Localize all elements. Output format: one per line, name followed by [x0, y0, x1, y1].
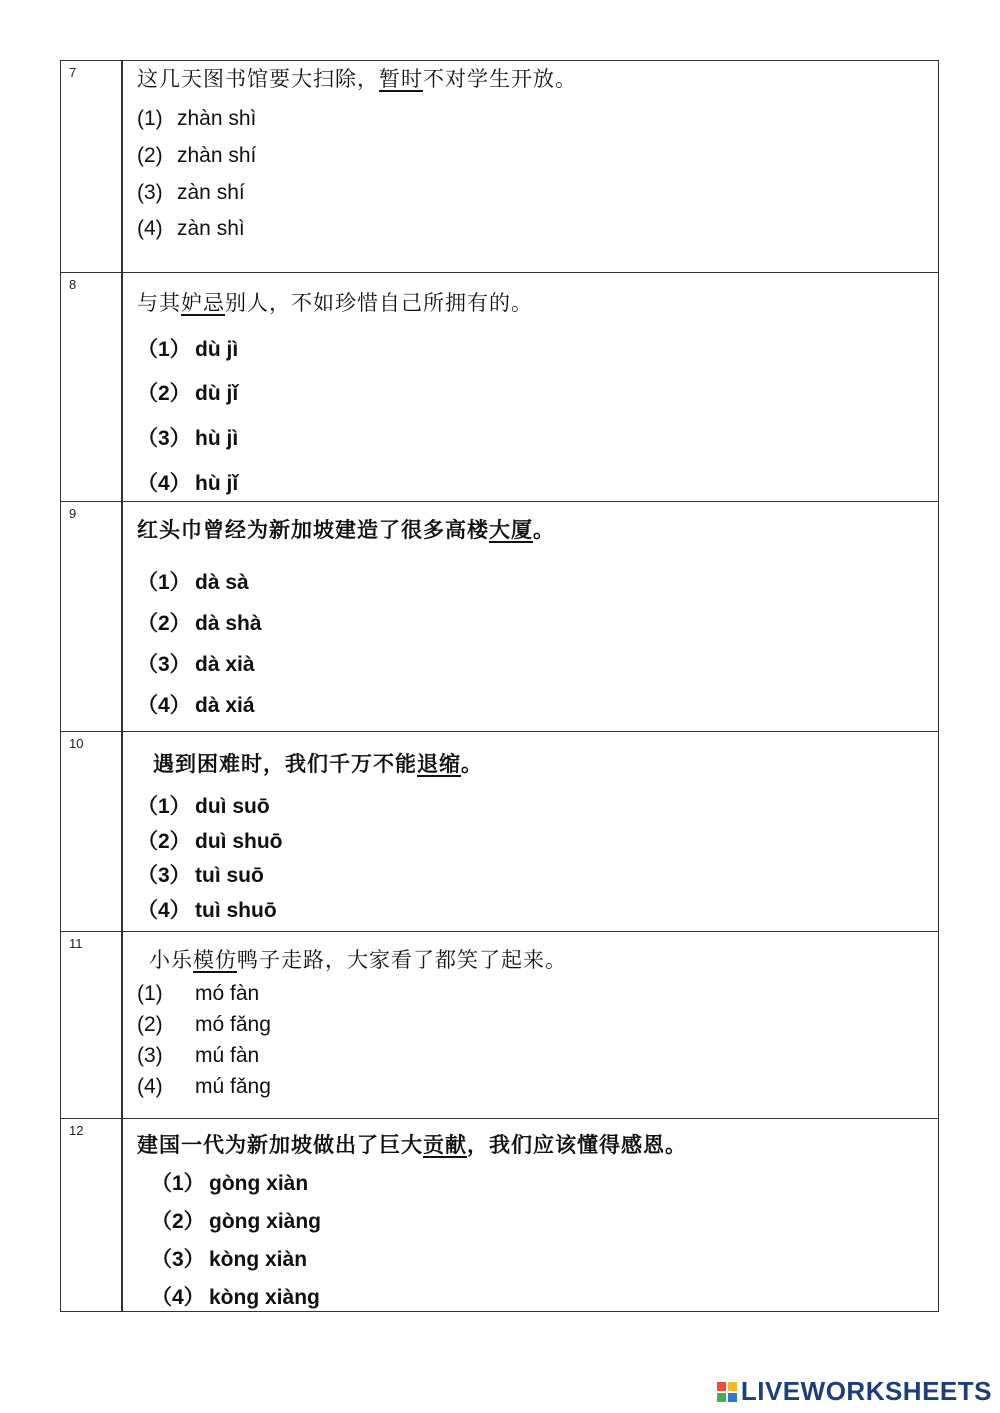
target-word: 大厦	[489, 518, 533, 542]
option-number: (2)	[137, 144, 163, 167]
option-text: dà sà	[195, 571, 249, 594]
sentence-before: 遇到困难时，我们千万不能	[153, 752, 417, 776]
option-number: （2）	[137, 382, 191, 405]
answer-option-4[interactable]	[137, 467, 238, 497]
answer-option-1[interactable]	[137, 566, 249, 596]
option-number: (4)	[137, 217, 163, 240]
answer-option-3[interactable]	[137, 859, 264, 889]
sentence-before: 红头巾曾经为新加坡建造了很多高楼	[137, 518, 489, 542]
answer-option-4[interactable]	[137, 689, 255, 719]
answer-option-2[interactable]	[137, 825, 283, 855]
option-text: gòng xiàn	[209, 1172, 309, 1195]
answer-option-3[interactable]	[137, 1044, 259, 1068]
option-number: (3)	[137, 181, 163, 204]
answer-option-4[interactable]	[137, 217, 245, 241]
sentence-after: 别人，不如珍惜自己所拥有的。	[225, 291, 533, 315]
answer-option-3[interactable]	[151, 1243, 307, 1273]
question-row-11	[61, 931, 938, 1118]
option-text: tuì suō	[195, 864, 264, 887]
answer-option-3[interactable]	[137, 422, 238, 452]
option-text: dà shà	[195, 612, 262, 635]
option-text: hù jǐ	[195, 472, 239, 495]
option-number: （3）	[137, 653, 191, 676]
target-word: 妒忌	[181, 291, 225, 315]
option-text: dù jǐ	[195, 382, 239, 405]
option-number: （2）	[151, 1210, 205, 1233]
option-number: （4）	[137, 694, 191, 717]
question-row-7	[61, 61, 938, 272]
option-text: kòng xiàng	[209, 1286, 320, 1309]
question-number: 8	[69, 277, 77, 292]
option-number: （1）	[151, 1172, 205, 1195]
question-number: 12	[69, 1123, 84, 1138]
option-text: mú fàn	[195, 1044, 260, 1067]
sentence-after: 。	[533, 518, 555, 542]
option-text: zhàn shí	[177, 144, 257, 167]
answer-option-1[interactable]	[137, 333, 238, 363]
sentence-before: 小乐	[149, 948, 193, 972]
option-text: mó fǎng	[195, 1013, 271, 1036]
question-row-8	[61, 272, 938, 501]
question-sentence	[137, 1129, 687, 1159]
answer-option-2[interactable]	[137, 144, 256, 168]
option-number: （3）	[151, 1248, 205, 1271]
sentence-after: 不对学生开放。	[423, 67, 577, 91]
option-text: zhàn shì	[177, 107, 257, 130]
option-number: （3）	[137, 427, 191, 450]
answer-option-2[interactable]	[137, 1013, 271, 1037]
question-row-12	[61, 1118, 938, 1311]
option-text: dà xià	[195, 653, 255, 676]
sentence-after: 。	[461, 752, 483, 776]
answer-option-1[interactable]	[137, 982, 259, 1006]
brand-name: LIVEWORKSHEETS	[740, 1376, 992, 1406]
worksheet-table	[60, 60, 939, 1312]
answer-option-4[interactable]	[151, 1281, 320, 1311]
question-sentence	[137, 287, 533, 317]
target-word: 退缩	[417, 752, 461, 776]
brand-logo-icon	[717, 1382, 737, 1402]
option-number: （4）	[137, 899, 191, 922]
sentence-before: 建国一代为新加坡做出了巨大	[137, 1133, 423, 1157]
option-text: dà xiá	[195, 694, 255, 717]
sentence-after: 鸭子走路，大家看了都笑了起来。	[237, 948, 567, 972]
option-text: zàn shí	[177, 181, 245, 204]
option-text: duì suō	[195, 795, 270, 818]
option-number: （4）	[151, 1286, 205, 1309]
option-number: (1)	[137, 982, 163, 1005]
question-number: 11	[69, 936, 83, 951]
option-number: （1）	[137, 338, 191, 361]
option-number: (3)	[137, 1044, 163, 1067]
option-number: （3）	[137, 864, 191, 887]
sentence-after: ，我们应该懂得感恩。	[467, 1133, 687, 1157]
answer-option-4[interactable]	[137, 1075, 271, 1099]
sentence-before: 与其	[137, 291, 181, 315]
option-number: (4)	[137, 1075, 163, 1098]
liveworksheets-logo[interactable]	[717, 1376, 992, 1407]
option-text: kòng xiàn	[209, 1248, 308, 1271]
question-number: 7	[69, 65, 77, 80]
option-text: mó fàn	[195, 982, 260, 1005]
option-text: dù jì	[195, 338, 239, 361]
option-text: hù jì	[195, 427, 239, 450]
option-text: zàn shì	[177, 217, 245, 240]
option-number: （1）	[137, 571, 191, 594]
question-sentence	[149, 944, 567, 974]
question-number: 10	[69, 736, 84, 751]
question-sentence	[137, 514, 555, 544]
answer-option-2[interactable]	[137, 377, 238, 407]
answer-option-2[interactable]	[137, 607, 262, 637]
option-text: duì shuō	[195, 830, 283, 853]
answer-option-3[interactable]	[137, 648, 255, 678]
answer-option-4[interactable]	[137, 894, 277, 924]
answer-option-1[interactable]	[151, 1167, 308, 1197]
answer-option-2[interactable]	[151, 1205, 321, 1235]
question-sentence	[153, 748, 483, 778]
option-text: mú fǎng	[195, 1075, 271, 1098]
option-number: （4）	[137, 472, 191, 495]
answer-option-1[interactable]	[137, 107, 256, 131]
sentence-before: 这几天图书馆要大扫除，	[137, 67, 379, 91]
option-number: （1）	[137, 795, 191, 818]
option-text: gòng xiàng	[209, 1210, 321, 1233]
option-number: （2）	[137, 612, 191, 635]
option-text: tuì shuō	[195, 899, 277, 922]
question-sentence	[137, 63, 577, 93]
question-row-10	[61, 731, 938, 931]
question-row-9	[61, 501, 938, 731]
target-word: 模仿	[193, 948, 237, 972]
answer-option-3[interactable]	[137, 181, 245, 205]
option-number: (1)	[137, 107, 163, 130]
target-word: 暂时	[379, 67, 423, 91]
target-word: 贡献	[423, 1133, 467, 1157]
option-number: (2)	[137, 1013, 163, 1036]
question-number: 9	[69, 506, 77, 521]
answer-option-1[interactable]	[137, 790, 270, 820]
option-number: （2）	[137, 830, 191, 853]
